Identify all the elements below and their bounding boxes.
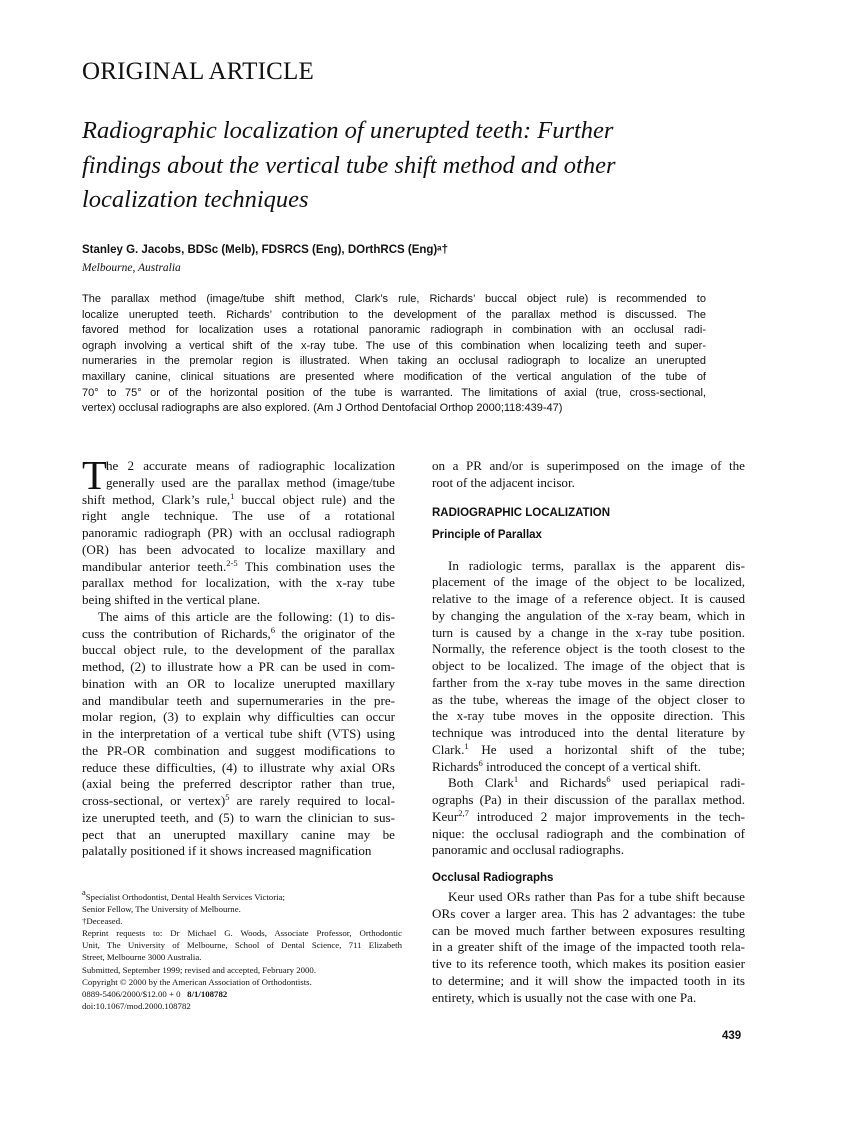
author-affiliation: Melbourne, Australia [82, 262, 181, 274]
issn-code: 8/1/108782 [187, 988, 228, 999]
footnote-copyright: Copyright © 2000 by the American Association of Orthodontists. [82, 976, 312, 987]
section-label: ORIGINAL ARTICLE [82, 58, 314, 85]
text-run: He used a horizontal shift of the tube; [468, 741, 745, 757]
body-line: palatally positioned if it shows increased magnification [82, 843, 372, 859]
footnote-doi: doi:10.1067/mod.2000.108782 [82, 1000, 191, 1011]
body-line: being shifted in the vertical plane. [82, 592, 261, 607]
citation: 6 [478, 757, 483, 768]
spacer [432, 859, 745, 867]
abstract-line: maxillary canine, clinical situations are presented where modification of the vertical angulation of the tube of [82, 370, 706, 383]
text-run: Both Clark [448, 775, 514, 791]
abstract-line: favored method for localization uses a rotational panoramic radiograph in combination with an occlusal radi- [82, 324, 706, 337]
text-run: Richards [432, 758, 479, 774]
text-run: Specialist Orthodontist, Dental Health Services Victoria; [85, 892, 285, 902]
abstract-line: localize unerupted teeth. Richards’ contribution to the development of the parallax method is discussed. The [82, 308, 706, 321]
body-line: right angle technique. The use of a rotational [82, 508, 395, 524]
citation: 6 [270, 624, 275, 635]
body-line: generally used are the parallax method (image/tube [106, 474, 395, 490]
body-line: object to be localized. The image of the object that is [432, 658, 745, 673]
body-line: Normally, the reference object is the tooth closest to the [432, 641, 745, 657]
body-line: placement of the image of the object to be localized, [432, 574, 745, 590]
body-line: method, (2) to illustrate how a PR can be used in com- [82, 659, 395, 674]
text-run: Clark. [432, 741, 465, 757]
body-line: reduce these difficulties, (4) to illustrate why axial ORs [82, 759, 395, 775]
text-run: and Richards [518, 775, 607, 791]
body-line [432, 775, 745, 792]
spacer [432, 492, 745, 502]
citation: 1 [230, 490, 235, 501]
footnote-issn [82, 988, 402, 1000]
title-line: Radiographic localization of unerupted teeth: Further [82, 117, 614, 144]
body-line: buccal object rule, to the development of the parallax [82, 642, 395, 658]
body-line: pect that an unerupted maxillary canine may be [82, 826, 395, 842]
footnote-reprint: Unit, The University of Melbourne, School of Dental Science, 711 Elizabeth [82, 940, 402, 951]
drop-cap: T [82, 452, 108, 498]
text-run: 0889-5406/2000/$12.00 + 0 [82, 988, 181, 999]
footnote-reprint: Street, Melbourne 3000 Australia. [82, 952, 202, 963]
text-run: the originator of the [275, 625, 395, 641]
text-run: cross-sectional, or vertex) [82, 793, 226, 808]
citation: 2-5 [226, 557, 238, 568]
body-line: root of the adjacent incisor. [432, 474, 575, 490]
article-title [82, 114, 782, 218]
abstract-line: vertex) occlusal radiographs are also explored. (Am J Orthod Dentofacial Orthop 2000;118:439-47) [82, 402, 563, 415]
abstract-line: 70° to 75° or of the horizontal position of the tube is warranted. The limitations of axial (true, cross-sectional, [82, 386, 706, 399]
footnote-affiliation-line: Senior Fellow, The University of Melbourne. [82, 904, 241, 915]
body-line: (OR) has been advocated to localize maxillary and [82, 541, 395, 557]
citation: 5 [225, 792, 230, 802]
body-line: molar region, (3) to explain why difficulties can occur [82, 709, 395, 725]
body-line [82, 626, 395, 643]
citation: 1 [513, 774, 519, 785]
section-heading: RADIOGRAPHIC LOCALIZATION [432, 506, 611, 519]
abstract-line: numeraries in the premolar region is illustrated. When taking an occlusal radiograph to localize an unerupted [82, 355, 706, 368]
subsection-heading: Occlusal Radiographs [432, 872, 554, 884]
body-line: the PR-OR combination and suggest modifications to [82, 742, 395, 758]
body-line: Keur used ORs rather than Pas for a tube shift because [448, 889, 745, 904]
body-line: entirety, which is usually not the case with one Pa. [432, 989, 697, 1005]
body-column-left [82, 458, 395, 860]
text-run: buccal object rule) and the [234, 491, 395, 507]
text-run: shift method, Clark’s rule, [82, 491, 231, 507]
body-line: in the interpretation of a vertical tube shift (VTS) using [82, 726, 395, 741]
body-line: The aims of this article are the following: (1) to dis- [98, 608, 395, 624]
body-line: on a PR and/or is superimposed on the image of the [432, 458, 745, 473]
body-line: (axial being the preferred descriptor rather than true, [82, 776, 395, 792]
body-line: In radiologic terms, parallax is the apparent dis- [448, 557, 745, 573]
text-run: Keur [432, 808, 459, 824]
body-line: farther from the x-ray tube moves in the same direction [432, 674, 745, 690]
body-line: panoramic and occlusal radiographs. [432, 842, 624, 858]
abstract-line: The parallax method (image/tube shift method, Clark’s rule, Richards’ buccal object rule) is recommended to [82, 293, 706, 305]
body-line: and mandibular teeth and supernumeraries in the pre- [82, 692, 395, 708]
title-line: findings about the vertical tube shift method and other [82, 151, 616, 179]
body-line: to determine; and it will show the impacted tooth in its [432, 972, 745, 988]
text-run: cuss the contribution of Richards, [82, 625, 271, 641]
body-column-right [432, 458, 745, 1006]
body-line: parallax method for localization, with the x-ray tube [82, 575, 395, 591]
body-line: ize unerupted teeth, and (5) to warn the clinician to sus- [82, 809, 395, 825]
body-line: nique: the occlusal radiograph and the combination of [432, 825, 745, 841]
body-line: he 2 accurate means of radiographic localization [106, 458, 395, 473]
citation: 6 [606, 774, 611, 785]
text-run: introduced the concept of a vertical shift. [482, 758, 701, 774]
body-line: ographs (Pa) in their discussion of the parallax method. [432, 792, 745, 807]
text-run: are rarely required to local- [229, 793, 395, 808]
abstract-line: ograph involving a vertical shift of the x-ray tube. The use of this combination when localizing teeth and super- [82, 339, 706, 352]
spacer [432, 546, 745, 558]
body-line: tive to its reference tooth, which makes its position easier [432, 956, 745, 971]
footnote-marker: a [82, 887, 86, 897]
author-line: Stanley G. Jacobs, BDSc (Melb), FDSRCS (Eng), DOrthRCS (Eng)ᵃ† [82, 244, 448, 256]
footnote-affiliation [82, 887, 402, 903]
footnote-submitted: Submitted, September 1999; revised and accepted, February 2000. [82, 964, 317, 975]
body-line: can be moved much farther between exposures resulting [432, 922, 745, 938]
text-run: This combination uses the [237, 558, 395, 574]
body-line: bination with an OR to localize unerupted maxillary [82, 675, 395, 691]
body-line [82, 793, 395, 810]
footnotes [82, 887, 402, 1012]
body-line: in a greater shift of the image of the impacted tooth rela- [432, 939, 745, 955]
body-line: turn is caused by a change in the x-ray tube position. [432, 624, 745, 640]
page-number: 439 [722, 1030, 742, 1042]
abstract [82, 292, 706, 417]
body-line: by changing the angulation of the x-ray beam, which in [432, 607, 745, 623]
body-line [432, 759, 745, 776]
body-line: panoramic radiograph (PR) with an occlusal radiograph [82, 525, 395, 540]
body-line [432, 742, 745, 759]
text-run: mandibular anterior teeth. [82, 558, 227, 574]
body-line: as the tube, whereas the image of the object closer to [432, 691, 745, 707]
body-line: ORs cover a larger area. This has 2 advantages: the tube [432, 905, 745, 921]
citation: 2,7 [458, 807, 469, 818]
body-line: the x-ray tube moves in the opposite direction. This [432, 708, 745, 724]
body-line [82, 559, 395, 576]
footnote-reprint: Reprint requests to: Dr Michael G. Woods, Associate Professor, Orthodontic [82, 928, 402, 939]
subsection-heading: Principle of Parallax [432, 528, 542, 541]
citation: 1 [464, 740, 469, 751]
body-line: technique was introduced into the dental literature by [432, 725, 745, 740]
body-line: relative to the image of a reference object. It is caused [432, 591, 745, 606]
footnote-deceased: †Deceased. [82, 916, 123, 927]
body-line [432, 809, 745, 826]
text-run: introduced 2 major improvements in the tech- [468, 808, 745, 824]
text-run: used periapical radi- [610, 775, 745, 791]
body-line [82, 492, 395, 509]
title-line: localization techniques [82, 186, 309, 213]
